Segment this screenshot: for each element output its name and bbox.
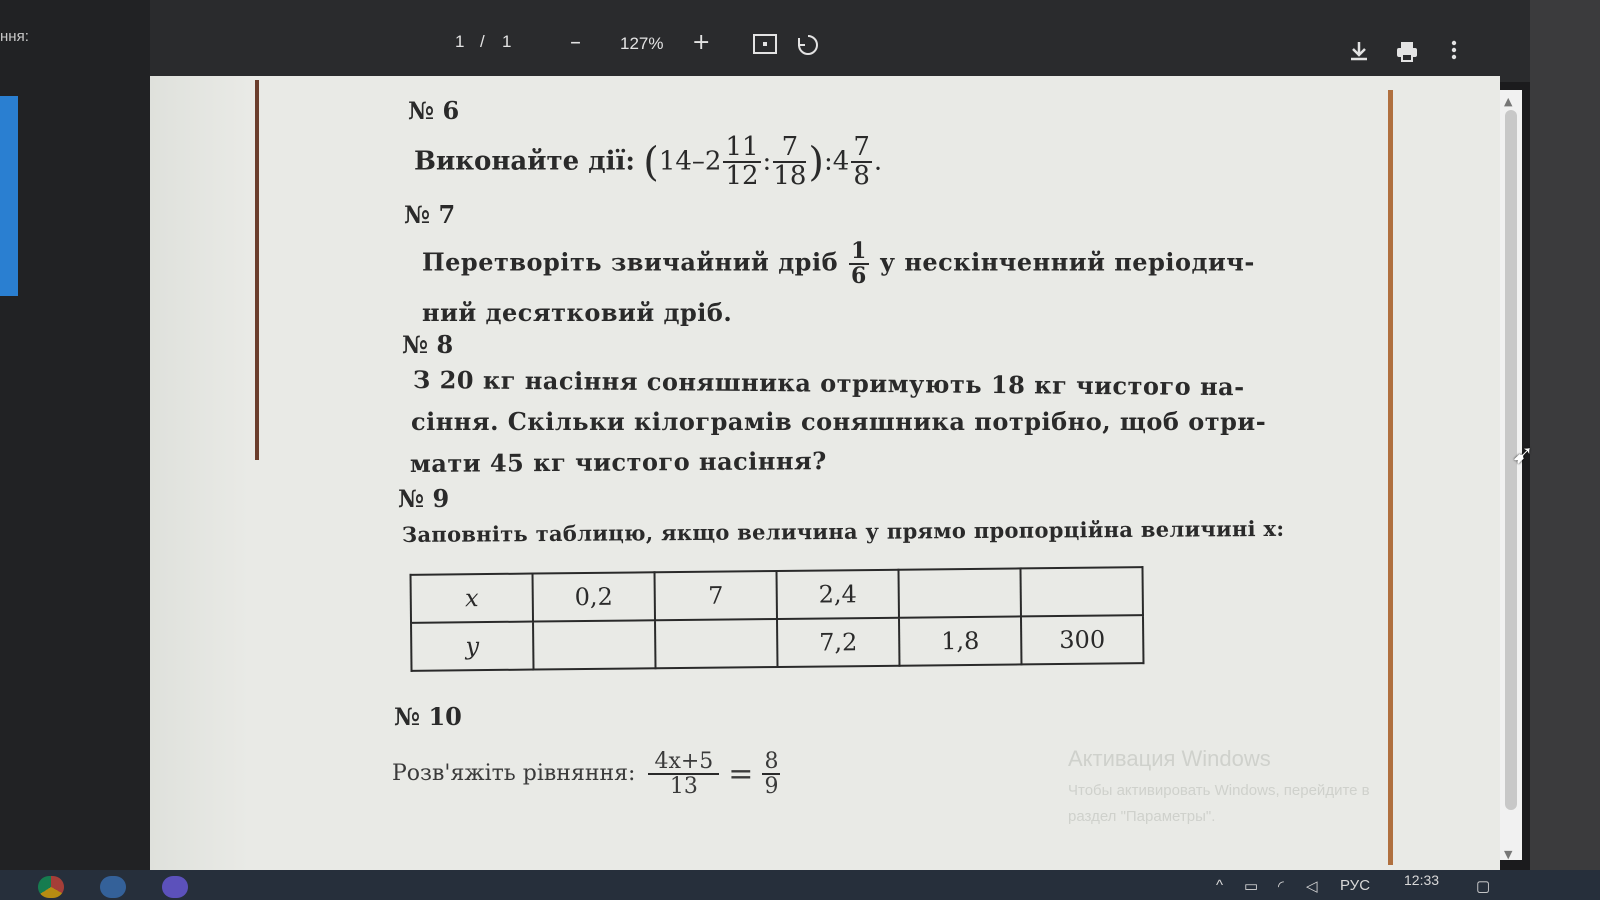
page-shadow: [150, 76, 250, 871]
volume-icon[interactable]: ◁: [1306, 878, 1318, 895]
more-icon[interactable]: [1450, 38, 1458, 67]
task9-text: Заповніть таблицю, якщо величина у прямо пропорційна величині x:: [401, 515, 1285, 547]
task10-lhs-fraction: [648, 750, 719, 798]
chrome-icon[interactable]: [38, 876, 64, 898]
table-cell: [655, 619, 777, 668]
table-row-x: [411, 567, 1143, 623]
task10-lhs-den: 13: [669, 774, 698, 800]
task6-open-paren: (: [643, 139, 659, 186]
task10-number: № 10: [394, 702, 462, 731]
task7-text-before: Перетворіть звичайний дріб: [422, 247, 839, 277]
table-cell: 7: [655, 571, 777, 620]
table-cell: 300: [1021, 615, 1143, 664]
page-total: 1: [502, 32, 512, 51]
right-window-edge: [1530, 0, 1600, 870]
tray-chevron-icon[interactable]: ^: [1216, 877, 1224, 894]
task6-number: № 6: [408, 96, 460, 125]
task6-num1: 11: [725, 132, 759, 162]
task6-fraction1: [723, 134, 760, 191]
task6-expression: [414, 134, 882, 191]
task8-line3: мати 45 кг чистого насіння?: [409, 446, 827, 478]
task8-number: № 8: [402, 330, 454, 359]
browser-icon[interactable]: [100, 876, 126, 898]
left-panel-label: ння:: [0, 28, 29, 45]
print-icon-svg: [1395, 40, 1419, 62]
table-cell: [1020, 567, 1142, 616]
task7-den: 6: [850, 263, 867, 290]
rotate-icon-svg: [795, 32, 821, 58]
task10-equation: [392, 750, 782, 798]
page-right-rule: [1388, 90, 1393, 865]
mouse-cursor-icon: ➹: [1512, 440, 1534, 470]
more-icon-svg: [1450, 38, 1458, 62]
language-indicator[interactable]: РУС: [1340, 877, 1371, 894]
watermark-line1: Чтобы активировать Windows, перейдите в: [1068, 782, 1370, 799]
task7-line1: [422, 240, 1255, 288]
proportion-table: [410, 566, 1145, 672]
task10-rhs-fraction: [762, 750, 780, 798]
left-panel-accent: [0, 96, 18, 296]
table-cell: 2,4: [776, 570, 898, 619]
task10-rhs-den: 9: [764, 774, 779, 800]
task10-lhs-num: 4x+5: [648, 750, 719, 775]
notification-icon[interactable]: ▢: [1476, 878, 1491, 895]
left-panel: [0, 0, 150, 870]
scroll-up-arrow[interactable]: ▲: [1504, 95, 1513, 108]
task6-colon1: :: [762, 146, 772, 177]
zoom-level[interactable]: 127%: [620, 34, 664, 53]
task6-num3: 7: [853, 132, 870, 162]
task6-prompt: Виконайте дії:: [414, 146, 635, 177]
table-cell: [533, 620, 655, 669]
task6-num2: 7: [773, 134, 806, 163]
task10-eq: =: [728, 756, 754, 792]
task6-close-paren: ): [808, 139, 825, 186]
task7-fraction: [849, 240, 869, 288]
task8-line2: сіння. Скільки кілограмів соняшника потрібно, щоб отри-: [411, 407, 1267, 436]
download-icon[interactable]: [1348, 40, 1370, 67]
table-row-y: [411, 615, 1143, 671]
task7-num: 1: [850, 238, 867, 264]
table-cell: 0,2: [533, 572, 655, 621]
windows-watermark-text: [1068, 778, 1488, 830]
page-separator: /: [480, 32, 485, 51]
download-icon-svg: [1348, 40, 1370, 62]
task6-den1: 12: [725, 161, 759, 192]
table-cell: y: [411, 622, 533, 671]
table-cell: 1,8: [899, 616, 1021, 665]
print-icon[interactable]: [1395, 40, 1419, 67]
task7-text-after: у нескінченний періодич-: [879, 247, 1255, 277]
task10-rhs-num: 8: [764, 749, 779, 774]
task6-minus: –: [691, 146, 705, 177]
task6-colon2: :: [824, 146, 833, 177]
clock-time[interactable]: 12:33: [1404, 872, 1440, 888]
windows-watermark-title: Активация Windows: [1068, 746, 1271, 771]
table-cell: [898, 568, 1020, 617]
scroll-down-arrow[interactable]: ▼: [1504, 848, 1513, 861]
book-binding-line: [255, 80, 259, 460]
task6-end: .: [873, 146, 883, 177]
task6-fraction2: [773, 134, 806, 191]
task9-number: № 9: [398, 484, 450, 513]
task6-fraction3: [851, 134, 872, 191]
page-current[interactable]: 1: [455, 32, 465, 51]
zoom-out-button[interactable]: –: [570, 30, 581, 55]
zoom-in-button[interactable]: +: [692, 30, 711, 55]
watermark-line2: раздел "Параметры".: [1068, 808, 1216, 825]
task7-line2: ний десятковий дріб.: [422, 298, 733, 327]
task6-den3: 8: [853, 161, 870, 192]
task6-a: 14: [658, 146, 692, 177]
task8-line1: З 20 кг насіння соняшника отримують 18 кг чистого на-: [412, 365, 1245, 402]
task10-prompt: Розв'яжіть рівняння:: [392, 761, 636, 787]
task6-den2: 18: [773, 161, 807, 192]
wifi-icon[interactable]: ◜: [1278, 878, 1284, 895]
task6-whole2: 4: [832, 146, 850, 177]
pdf-toolbar: [150, 0, 1530, 82]
fit-page-icon-svg: [752, 32, 778, 56]
table-cell: 7,2: [777, 618, 899, 667]
task7-number: № 7: [404, 200, 456, 229]
table-cell: x: [411, 574, 533, 623]
viber-icon[interactable]: [162, 876, 188, 898]
task6-whole1: 2: [704, 146, 722, 177]
network-icon[interactable]: ▭: [1244, 878, 1259, 895]
rotate-icon[interactable]: [795, 32, 821, 63]
fit-page-icon[interactable]: [752, 32, 778, 61]
